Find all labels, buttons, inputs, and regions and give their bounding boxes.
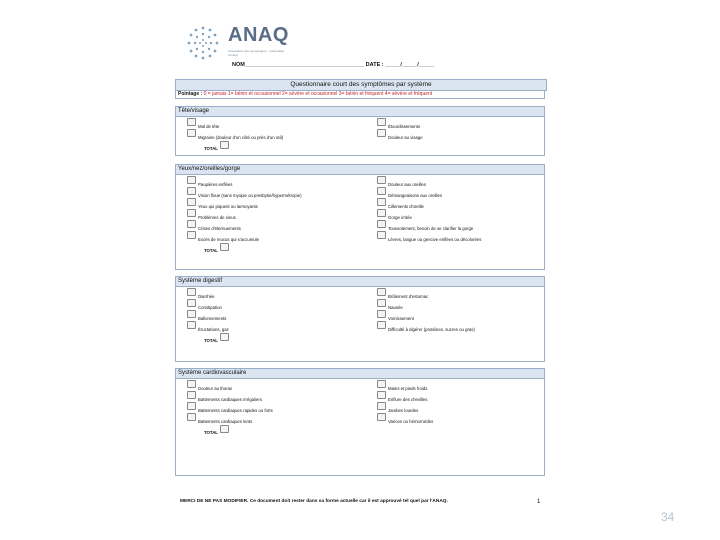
symptom-label: Difficulté à digérer (protéines, sucres ou gras) (388, 327, 475, 332)
symptom-label: Enflure des chevilles (388, 397, 428, 402)
symptom-checkbox[interactable] (377, 187, 386, 195)
symptom-label: Crises d'éternuements (198, 226, 241, 231)
pointage-label: Pointage : (178, 91, 204, 97)
symptom-checkbox[interactable] (187, 231, 196, 239)
symptom-checkbox[interactable] (377, 129, 386, 137)
symptom-checkbox[interactable] (187, 176, 196, 184)
symptom-checkbox[interactable] (377, 310, 386, 318)
section (175, 276, 545, 362)
section-total-label: TOTAL (204, 338, 218, 343)
slide-number: 34 (661, 510, 675, 524)
symptom-label: Excès de mucus qui s'accumule (198, 237, 260, 242)
symptom-checkbox[interactable] (187, 187, 196, 195)
symptom-label: Yeux qui piquent ou larmoyants (198, 204, 258, 209)
footer-notice: MERCI DE NE PAS MODIFIER. Ce document doit rester dans sa forme actuelle car il est approuvé tel quel par l'ANAQ. (180, 499, 448, 504)
section-total-box[interactable] (220, 425, 229, 433)
symptom-checkbox[interactable] (377, 231, 386, 239)
symptom-label: Problèmes de sinus (198, 215, 236, 220)
section-total-label: TOTAL (204, 146, 218, 151)
section-title: Tête/visage (176, 107, 544, 117)
section-title: Yeux/nez/oreilles/gorge (176, 165, 544, 175)
symptom-checkbox[interactable] (377, 391, 386, 399)
symptom-label: Nausée (388, 305, 403, 310)
symptom-label: Cillements d'oreille (388, 204, 424, 209)
symptom-checkbox[interactable] (377, 380, 386, 388)
symptom-label: Éructations, gaz (198, 327, 229, 332)
symptom-checkbox[interactable] (377, 413, 386, 421)
symptom-checkbox[interactable] (187, 198, 196, 206)
symptom-label: Douleur aux oreilles (388, 182, 426, 187)
symptom-label: Douleur au thorax (198, 386, 233, 391)
symptom-checkbox[interactable] (377, 198, 386, 206)
section-total-label: TOTAL (204, 248, 218, 253)
symptom-label: Jambes lourdes (388, 408, 419, 413)
symptom-checkbox[interactable] (187, 299, 196, 307)
section-total-label: TOTAL (204, 430, 218, 435)
section (175, 106, 545, 156)
symptom-checkbox[interactable] (187, 129, 196, 137)
symptom-label: Toussotement, besoin de se clarifier la gorge (388, 226, 474, 231)
symptom-label: Brûlement d'estomac (388, 294, 429, 299)
symptom-label: Mal de tête (198, 124, 220, 129)
date-field[interactable]: DATE : _____/_____/_____ (365, 62, 435, 68)
symptom-label: Migraine (douleur d'un côté ou près d'un œil) (198, 135, 284, 140)
symptom-checkbox[interactable] (187, 321, 196, 329)
page-number: 1 (537, 499, 541, 505)
symptom-label: Gorge irritée (388, 215, 412, 220)
symptom-checkbox[interactable] (187, 402, 196, 410)
logo-tagline: Association des neurologues... Associates Limited (228, 49, 285, 57)
symptom-checkbox[interactable] (187, 118, 196, 126)
name-date-line (232, 62, 434, 68)
symptom-label: Constipation (198, 305, 222, 310)
symptom-label: Mains et pieds froids (388, 386, 428, 391)
anaq-logo (184, 24, 324, 66)
symptom-checkbox[interactable] (377, 288, 386, 296)
questionnaire-title: Questionnaire court des symptômes par système (175, 79, 547, 91)
symptom-label: Vision floue (sans myopie ou presbytie/hypermétropie) (198, 193, 302, 198)
symptom-checkbox[interactable] (187, 391, 196, 399)
symptom-checkbox[interactable] (187, 288, 196, 296)
symptom-checkbox[interactable] (377, 118, 386, 126)
symptom-checkbox[interactable] (187, 209, 196, 217)
section (175, 164, 545, 270)
symptom-label: Varices ou hémorroïdes (388, 419, 434, 424)
logo-name: ANAQ (228, 24, 289, 46)
symptom-checkbox[interactable] (377, 321, 386, 329)
section-total-box[interactable] (220, 141, 229, 149)
symptom-checkbox[interactable] (377, 402, 386, 410)
pointage-values: 0 = jamais 1= bénin et occasionnel 2= sévère et occasionnel 3= bénin et fréquent 4= sévère et fréquent (203, 91, 433, 97)
symptom-checkbox[interactable] (187, 220, 196, 228)
nom-field[interactable]: NOM_______________________________________ (232, 62, 365, 68)
symptom-label: Démangeaisons aux oreilles (388, 193, 442, 198)
symptom-label: Diarrhée (198, 294, 215, 299)
section-total-box[interactable] (220, 243, 229, 251)
section-title: Système cardiovasculaire (176, 369, 544, 379)
symptom-label: Vomissement (388, 316, 414, 321)
symptom-checkbox[interactable] (187, 413, 196, 421)
section-title: Système digestif (176, 277, 544, 287)
symptom-label: Battements cardiaques irréguliers (198, 397, 263, 402)
symptom-checkbox[interactable] (377, 299, 386, 307)
pointage-scale (175, 90, 545, 99)
symptom-label: Ballonnements (198, 316, 227, 321)
symptom-label: Battements cardiaques rapides ou forts (198, 408, 273, 413)
symptom-label: Paupières enflées (198, 182, 233, 187)
symptom-checkbox[interactable] (377, 176, 386, 184)
dotted-circle-logo-icon (184, 24, 222, 62)
symptom-label: Lèvres, langue ou gencive enflées ou décolorées (388, 237, 482, 242)
questionnaire-page (170, 18, 550, 523)
symptom-label: Douleur au visage (388, 135, 423, 140)
symptom-checkbox[interactable] (377, 209, 386, 217)
section-total-box[interactable] (220, 333, 229, 341)
symptom-checkbox[interactable] (187, 380, 196, 388)
symptom-checkbox[interactable] (377, 220, 386, 228)
symptom-checkbox[interactable] (187, 310, 196, 318)
section (175, 368, 545, 476)
symptom-label: Battements cardiaques lents (198, 419, 253, 424)
symptom-label: Étourdissements (388, 124, 421, 129)
